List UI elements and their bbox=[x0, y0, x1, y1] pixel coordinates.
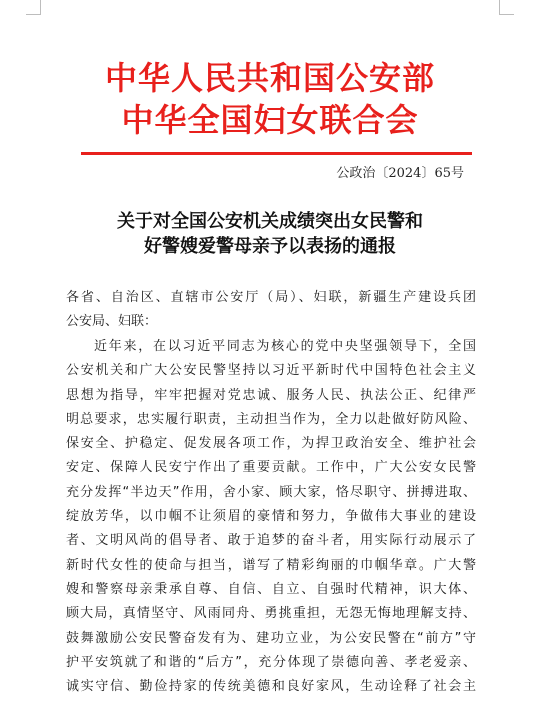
salutation-line: 各省、自治区、直辖市公安厅（局）、妇联，新疆生产建设兵团 bbox=[66, 290, 476, 305]
body-line: 护平安筑就了和谐的“后方”，充分体现了崇德向善、孝老爱亲、 bbox=[66, 654, 476, 670]
body-line: 公安机关和广大公安民警坚持以习近平新时代中国特色社会主义 bbox=[66, 363, 476, 379]
crop-mark-right bbox=[499, 0, 514, 15]
document-title-line-1: 关于对全国公安机关成绩突出女民警和 bbox=[117, 211, 423, 232]
body-line: 明总要求，忠实履行职责，主动担当作为，全力以赴做好防风险、 bbox=[66, 411, 476, 427]
body-paragraph bbox=[66, 335, 476, 699]
body-line: 充分发挥“半边天”作用，舍小家、顾大家，恪尽职守、拼搏进取、 bbox=[66, 484, 476, 500]
body-line: 者、文明风尚的倡导者、敢于追梦的奋斗者，用实际行动展示了 bbox=[66, 533, 476, 549]
issuing-org-2: 中华全国妇女联合会 bbox=[121, 101, 419, 139]
body-line: 新时代女性的使命与担当，谱写了精彩绚丽的巾帼华章。广大警 bbox=[66, 557, 476, 573]
salutation-line: 公安局、妇联： bbox=[66, 314, 158, 330]
body-line: 思想为指导，牢牢把握对党忠诚、服务人民、执法公正、纪律严 bbox=[66, 387, 476, 403]
body-line: 鼓舞激励公安民警奋发有为、建功立业，为公安民警在“前方”守 bbox=[66, 630, 476, 646]
body-line: 近年来，在以习近平同志为核心的党中央坚强领导下，全国 bbox=[94, 339, 476, 354]
body-line: 保安全、护稳定、促发展各项工作，为捍卫政治安全、维护社会 bbox=[66, 436, 476, 452]
body-line: 嫂和警察母亲秉承自尊、自信、自立、自强时代精神，识大体、 bbox=[66, 581, 476, 597]
document-title-line-2: 好警嫂爱警母亲予以表扬的通报 bbox=[144, 236, 396, 257]
issuing-org-1: 中华人民共和国公安部 bbox=[104, 59, 435, 97]
document-number: 公政治〔2024〕65号 bbox=[336, 166, 464, 181]
body-line: 顾大局，真情坚守、风雨同舟、勇挑重担，无怨无悔地理解支持、 bbox=[66, 606, 476, 622]
crop-mark-left bbox=[26, 0, 41, 15]
salutation bbox=[66, 286, 476, 335]
red-separator-line bbox=[81, 152, 472, 155]
body-line: 绽放芳华，以巾帼不让须眉的豪情和努力，争做伟大事业的建设 bbox=[66, 509, 476, 525]
body-line: 安定、保障人民安宁作出了重要贡献。工作中，广大公安女民警 bbox=[66, 460, 476, 476]
body-line: 诚实守信、勤俭持家的传统美德和良好家风，生动诠释了社会主 bbox=[66, 679, 476, 695]
